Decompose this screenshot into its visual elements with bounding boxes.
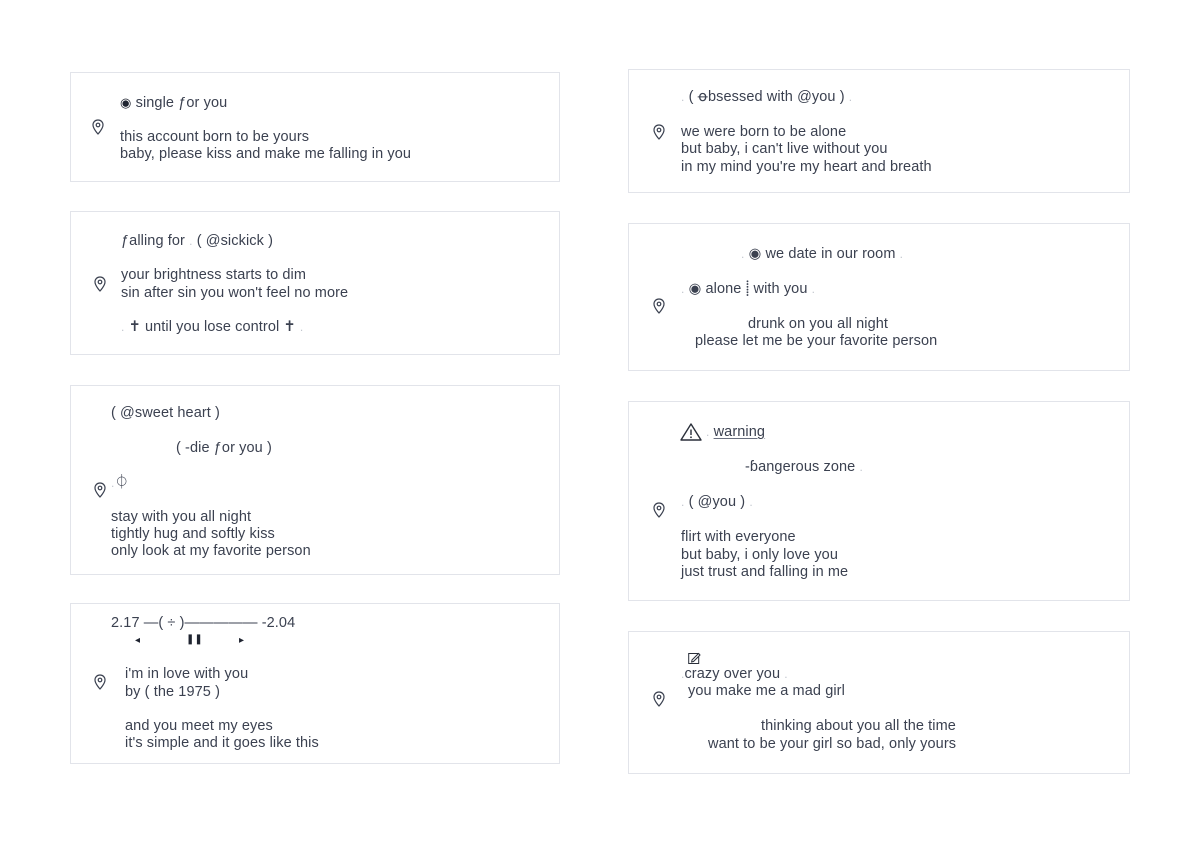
card-subheading: ( ‑die ƒor you ) [176, 440, 272, 456]
card-text-line: want to be your girl so bad, only yours [708, 736, 957, 752]
card-text-line: this account born to be yours [120, 129, 310, 145]
card-text-line: please let me be your favorite person [695, 333, 938, 349]
card-heading: ( @sweet heart ) [111, 405, 220, 421]
location-pin-icon[interactable] [91, 119, 105, 135]
card-heading: ◉ single ƒor you [120, 95, 228, 111]
location-pin-icon[interactable] [652, 124, 666, 140]
card-text-line: by ( the 1975 ) [125, 684, 220, 700]
next-button[interactable]: ▸ [239, 635, 245, 646]
card-text-line: drunk on you all night [748, 316, 889, 332]
player-timeline[interactable]: 2.17 —( ÷ )————— -2.04 [111, 615, 296, 631]
location-pin-icon[interactable] [93, 674, 107, 690]
card-text-line: but baby, i can't live without you [681, 141, 888, 157]
location-pin-icon[interactable] [93, 482, 107, 498]
card-text-line: but baby, i only love you [681, 547, 838, 563]
card-text-line: tightly hug and softly kiss [111, 526, 275, 542]
note-card-warning [628, 401, 1130, 601]
card-text-line: in my mind you're my heart and breath [681, 159, 932, 175]
bullet-icon: ◉ [120, 95, 132, 110]
card-text-line: sin after sin you won't feel no more [121, 285, 349, 301]
card-text-line: thinking about you all the time [761, 718, 956, 734]
note-card-sweet-heart [70, 385, 560, 575]
note-card-music-player [70, 603, 560, 764]
edit-box-icon [688, 652, 701, 665]
card-heading: . warning [706, 424, 766, 440]
card-heading: . ( ꝋbsessed with @you ) . [681, 89, 853, 105]
card-text-line: we were born to be alone [681, 124, 847, 140]
card-text-line: and you meet my eyes [125, 718, 273, 734]
card-heading: ƒalling for . ( @sickick ) [121, 233, 274, 249]
card-subheading: . ◉ alone ⸽ with you . [681, 281, 816, 297]
card-mention: . ( @you ) . [681, 494, 753, 510]
note-card-crazy-over-you [628, 631, 1130, 774]
card-text-line: baby, please kiss and make me falling in you [120, 146, 412, 162]
card-text-line: flirt with everyone [681, 529, 796, 545]
location-pin-icon[interactable] [93, 276, 107, 292]
card-heading: . ◉ we date in our room . [741, 246, 904, 262]
previous-button[interactable]: ◂ [135, 635, 141, 646]
warning-triangle-icon [680, 422, 702, 442]
note-card-single-for-you [70, 72, 560, 182]
card-text-line: only look at my favorite person [111, 543, 311, 559]
location-pin-icon[interactable] [652, 502, 666, 518]
card-subheading: ‑ɓangerous zone . [745, 459, 863, 475]
card-text-line: just trust and falling in me [681, 564, 849, 580]
card-text-line: your brightness starts to dim [121, 267, 307, 283]
location-pin-icon[interactable] [652, 691, 666, 707]
card-text-line: stay with you all night [111, 509, 252, 525]
card-heading: .crazy over you . [681, 666, 788, 682]
card-text-line: you make me a mad girl [688, 683, 845, 699]
card-footer-line: . ✝ until you lose control ✝ . [121, 319, 304, 335]
card-text-line: i'm in love with you [125, 666, 249, 682]
note-card-obsessed [628, 69, 1130, 193]
card-text-line: it's simple and it goes like this [125, 735, 319, 751]
note-card-date-room [628, 223, 1130, 371]
card-symbol: .⏀ [111, 475, 130, 491]
note-card-falling-for [70, 211, 560, 355]
pause-button[interactable]: ❚❚ [186, 634, 203, 645]
location-pin-icon[interactable] [652, 298, 666, 314]
